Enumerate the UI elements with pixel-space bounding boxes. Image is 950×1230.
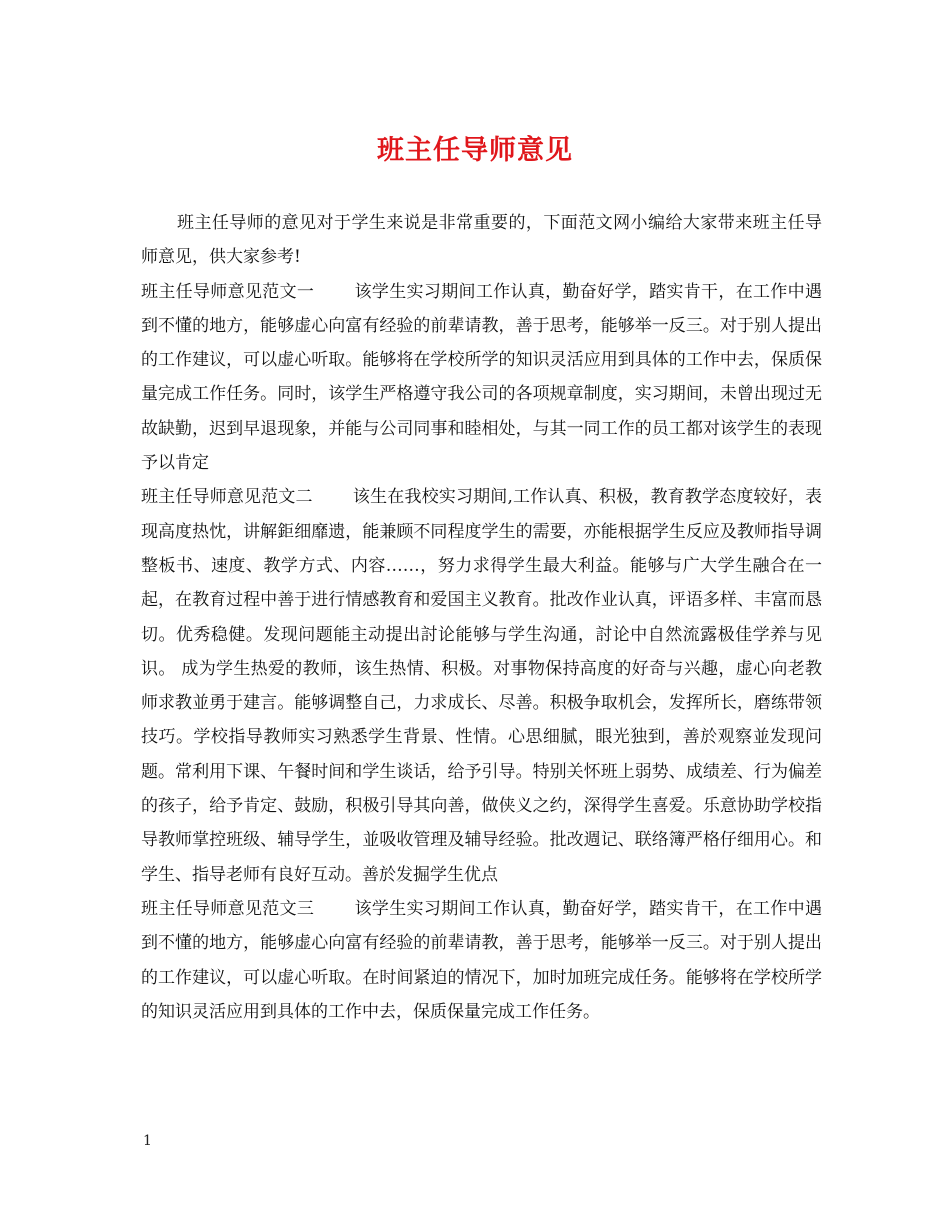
section-heading: 班主任导师意见范文三 [141,898,315,919]
section-heading: 班主任导师意见范文二 [141,487,313,508]
section-text: 该学生实习期间工作认真，勤奋好学，踏实肯干，在工作中遇到不懂的地方，能够虚心向富有经验的前辈请教，善于思考，能够举一反三。对于别人提出的工作建议，可以虚心听取。能够将在学校所学的知识灵活应用到具体的工作中去，保质保量完成工作任务。同时，该学生严格遵守我公司的各项规章制度，实习期间，未曾出现过无故缺勤，迟到早退现象，并能与公司同事和睦相处，与其一同工作的员工都对该学生的表现予以肯定 [141,281,823,474]
section-text: 该学生实习期间工作认真，勤奋好学，踏实肯干，在工作中遇到不懂的地方，能够虚心向富有经验的前辈请教，善于思考，能够举一反三。对于别人提出的工作建议，可以虚心听取。在时间紧迫的情况下，加时加班完成任务。能够将在学校所学的知识灵活应用到具体的工作中去，保质保量完成工作任务。 [141,898,823,1022]
section-paragraph-3 [141,892,822,1029]
page-number: 1 [143,1133,152,1149]
intro-paragraph: 班主任导师的意见对于学生来说是非常重要的，下面范文网小编给大家带来班主任导师意见，供大家参考! [141,213,822,268]
section-paragraph-1 [141,275,822,481]
section-heading: 班主任导师意见范文一 [141,281,315,302]
section-text: 该生在我校实习期间,工作认真、积极，教育教学态度较好，表现高度热忱，讲解鉅细靡遗，能兼顾不同程度学生的需要，亦能根据学生反应及教师指导调整板书、速度、教学方式、内容……，努力求得学生最大利益。能够与广大学生融合在一起，在教育过程中善于进行情感教育和爱国主义教育。批改作业认真，评语多样、丰富而恳切。优秀稳健。发现问题能主动提出討论能够与学生沟通，討论中自然流露极佳学养与见识。 成为学生热爱的教师，该生热情、积极。对事物保持高度的好奇与兴趣，虚心向老教师求教並勇于建言。能够调整自己，力求成长、尽善。积极争取机会，发挥所长，磨练带领技巧。学校指导教师实习熟悉学生背景、性情。心思细腻，眼光独到，善於观察並发现问题。常利用下课、午餐时间和学生谈话，给予引导。特别关怀班上弱势、成绩差、行为偏差的孩子，给予肯定、鼓励，积极引导其向善，做侠义之约，深得学生喜爱。乐意协助学校指导教师掌控班级、辅导学生，並吸收管理及辅导经验。批改週记、联络簿严格仔细用心。和学生、指导老师有良好互动。善於发掘学生优点 [141,487,823,885]
section-paragraph-2 [141,480,822,892]
document-title: 班主任导师意见 [377,135,573,166]
document-body [141,206,822,1029]
